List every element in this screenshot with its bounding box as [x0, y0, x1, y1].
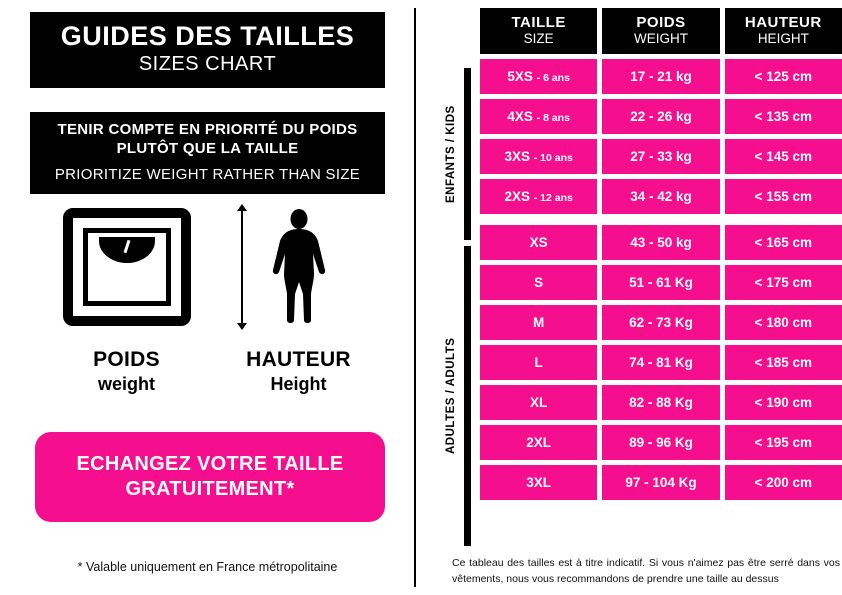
cell-size: 2XL: [480, 425, 597, 460]
table-row: [480, 345, 842, 380]
left-panel: [0, 0, 415, 595]
size-note: - 8 ans: [536, 112, 570, 125]
weight-label-en: weight: [98, 374, 155, 394]
table-row: [480, 225, 842, 260]
footnote: * Valable uniquement en France métropolitaine: [77, 560, 338, 574]
cell-height: < 200 cm: [725, 465, 842, 500]
notice-block: [30, 112, 385, 194]
notice-en: PRIORITIZE WEIGHT RATHER THAN SIZE: [54, 165, 361, 183]
sizes-table: [480, 8, 842, 505]
cell-size: [480, 139, 597, 174]
cell-size: [480, 99, 597, 134]
size-value: 4XS: [507, 109, 533, 125]
cell-size: L: [480, 345, 597, 380]
cell-height: < 175 cm: [725, 265, 842, 300]
cell-size: XS: [480, 225, 597, 260]
size-value: 5XS: [507, 69, 533, 85]
cell-weight: 51 - 61 Kg: [602, 265, 719, 300]
page-title-fr: GUIDES DES TAILLES: [60, 21, 355, 51]
cell-size: [480, 179, 597, 214]
cell-size: [480, 59, 597, 94]
table-disclaimer: Ce tableau des tailles est à titre indicatif. Si vous n'aimez pas être serré dans vos vêtements, nous vous recommandons de prendre une taille au dessus: [452, 557, 840, 585]
human-figure-icon: [235, 208, 363, 326]
right-panel: [440, 0, 842, 595]
size-note: - 6 ans: [536, 72, 570, 85]
header-cell-size: [480, 8, 597, 54]
scale-dial-icon: [99, 237, 155, 263]
cell-size: M: [480, 305, 597, 340]
promo-line2: GRATUITEMENT*: [125, 478, 295, 500]
header-cell-weight: [602, 8, 719, 54]
table-row: [480, 139, 842, 174]
body-silhouette-icon: [235, 208, 363, 326]
weight-icon-column: [44, 208, 209, 395]
cell-height: < 190 cm: [725, 385, 842, 420]
header-weight-en: WEIGHT: [633, 31, 688, 47]
cell-height: < 185 cm: [725, 345, 842, 380]
cell-size: 3XL: [480, 465, 597, 500]
group-label-adults: ADULTES / ADULTS: [445, 337, 457, 455]
table-row: [480, 99, 842, 134]
header-cell-height: [725, 8, 842, 54]
cell-height: < 180 cm: [725, 305, 842, 340]
height-icon-column: [216, 208, 381, 395]
cell-weight: 82 - 88 Kg: [602, 385, 719, 420]
table-row: [480, 465, 842, 500]
cell-height: < 125 cm: [725, 59, 842, 94]
notice-fr-line2: PLUTÔT QUE LA TAILLE: [116, 139, 299, 157]
table-row: [480, 179, 842, 214]
size-value: 3XS: [504, 149, 530, 165]
icons-row: [30, 208, 385, 408]
page-title-en: SIZES CHART: [138, 53, 277, 76]
table-row: [480, 385, 842, 420]
size-value: 2XS: [504, 189, 530, 205]
cell-height: < 155 cm: [725, 179, 842, 214]
bathroom-scale-icon: [63, 208, 191, 326]
header-weight-fr: POIDS: [636, 14, 686, 31]
height-label-en: Height: [270, 374, 327, 394]
cell-weight: 43 - 50 kg: [602, 225, 719, 260]
size-note: - 12 ans: [533, 192, 573, 205]
cell-size: S: [480, 265, 597, 300]
header-size-en: SIZE: [523, 31, 554, 47]
group-label-kids: ENFANTS / KIDS: [445, 105, 457, 203]
vertical-divider: [414, 8, 416, 587]
cell-height: < 165 cm: [725, 225, 842, 260]
height-label-fr: HAUTEUR: [246, 348, 351, 371]
cell-weight: 34 - 42 kg: [602, 179, 719, 214]
cell-size: XL: [480, 385, 597, 420]
cell-height: < 135 cm: [725, 99, 842, 134]
promo-line1: ECHANGEZ VOTRE TAILLE: [76, 453, 344, 475]
weight-label-fr: POIDS: [93, 348, 160, 371]
scale-inner-frame: [83, 228, 171, 306]
header-height-fr: HAUTEUR: [744, 14, 822, 31]
cell-weight: 74 - 81 Kg: [602, 345, 719, 380]
cell-weight: 97 - 104 Kg: [602, 465, 719, 500]
cell-weight: 17 - 21 kg: [602, 59, 719, 94]
table-row: [480, 305, 842, 340]
cell-height: < 145 cm: [725, 139, 842, 174]
cell-weight: 62 - 73 Kg: [602, 305, 719, 340]
title-block: [30, 12, 385, 88]
table-row: [480, 265, 842, 300]
group-bar-kids: [464, 68, 471, 240]
cell-weight: 89 - 96 Kg: [602, 425, 719, 460]
table-row: [480, 59, 842, 94]
promo-text: [76, 452, 343, 502]
notice-fr-line1: TENIR COMPTE EN PRIORITÉ DU POIDS: [57, 121, 358, 138]
table-header-row: [480, 8, 842, 54]
size-note: - 10 ans: [533, 152, 573, 165]
free-exchange-banner[interactable]: [35, 432, 385, 522]
cell-weight: 27 - 33 kg: [602, 139, 719, 174]
header-size-fr: TAILLE: [511, 14, 566, 31]
cell-height: < 195 cm: [725, 425, 842, 460]
table-row: [480, 425, 842, 460]
group-bar-adults: [464, 246, 471, 546]
header-height-en: HEIGHT: [757, 31, 809, 47]
cell-weight: 22 - 26 kg: [602, 99, 719, 134]
